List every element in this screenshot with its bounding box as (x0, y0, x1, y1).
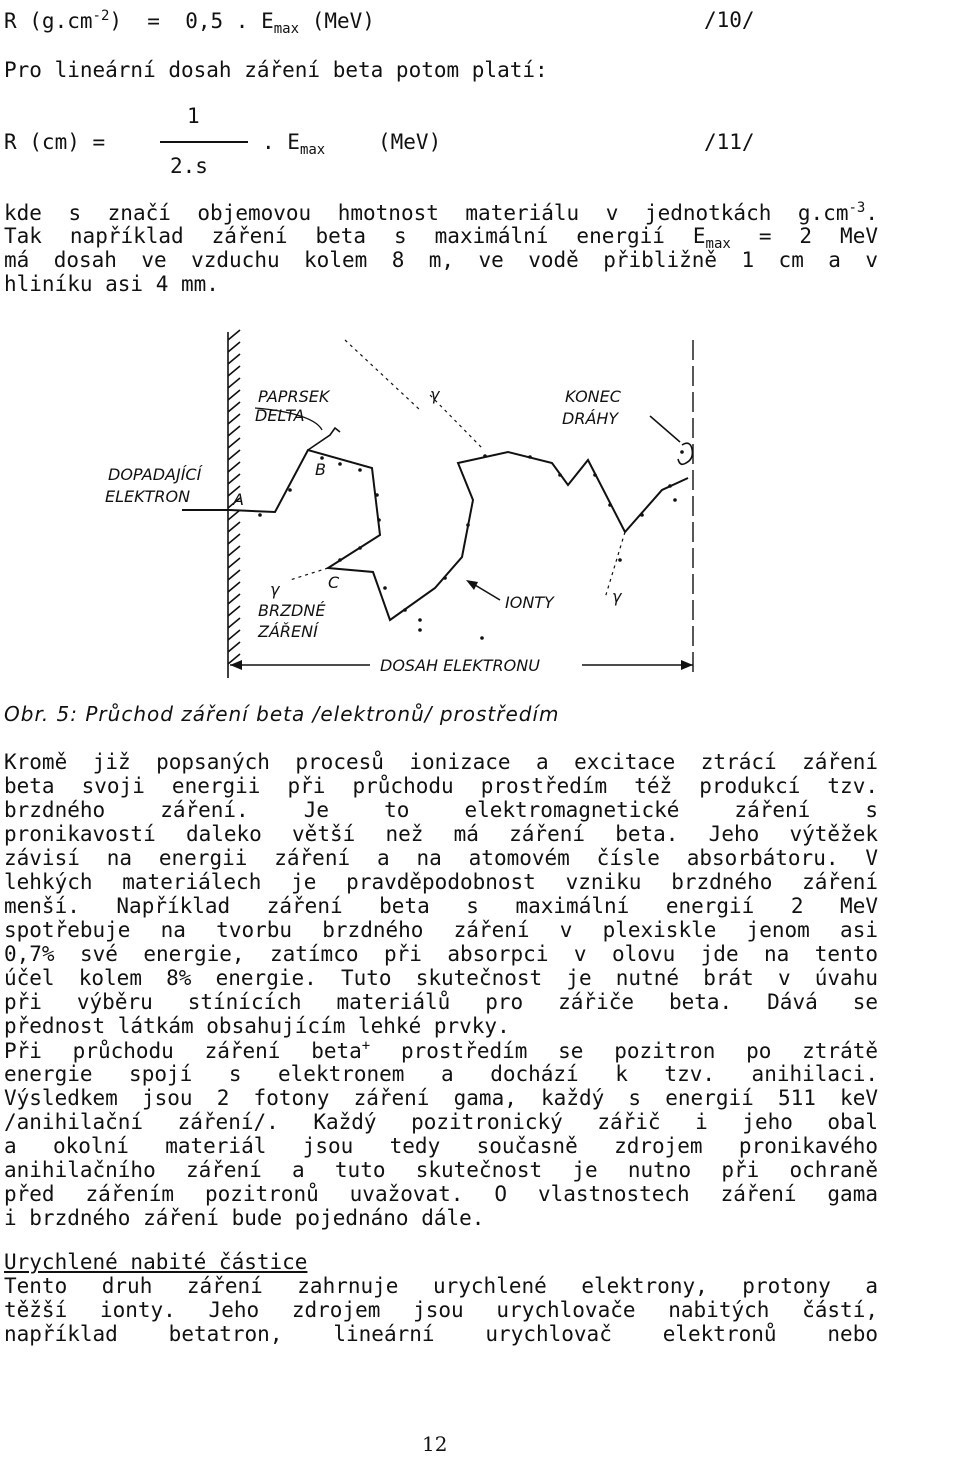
label-dosah: DOSAH ELEKTRONU (380, 656, 540, 675)
eq11-lhs: R (cm) = (4, 130, 106, 154)
label-drahy: DRÁHY (562, 409, 619, 428)
para3-line1 (4, 1038, 878, 1063)
beta-path-figure (90, 320, 730, 700)
para2-line: spotřebuje na tvorbu brzdného záření v plexiskle jenom asi (4, 918, 878, 942)
eq10-rhs: ) = 0,5 . E (109, 9, 274, 33)
para2-line: účel kolem 8% energie. Tuto skutečnost je nutné brát v úvahu (4, 966, 878, 990)
para3-line1-end: prostředím se pozitron po ztrátě (370, 1039, 878, 1063)
para2-line: beta svoji energii při průchodu prostředím též produkcí tzv. (4, 774, 878, 798)
label-gamma-2: γ (270, 580, 280, 599)
konec-arrow (650, 416, 680, 442)
para3-line: a okolní materiál jsou tedy současně zdrojem pronikavého (4, 1134, 878, 1158)
section-line: například betatron, lineární urychlovač elektronů nebo (4, 1322, 878, 1346)
para3-line1-text: Při průchodu záření beta (4, 1039, 362, 1063)
para3-line: /anihilační záření/. Každý pozitronický zářič i jeho obal (4, 1110, 878, 1134)
para3-line: Výsledkem jsou 2 fotony záření gama, každý s energií 511 keV (4, 1086, 878, 1110)
label-c: C (328, 573, 340, 592)
label-a: A (233, 490, 244, 509)
end-marker (678, 443, 692, 464)
gamma-path-2 (290, 568, 328, 580)
para2-line: brzdného záření. Je to elektromagnetické záření s (4, 798, 878, 822)
para3-line: energie spojí s elektronem a dochází k tzv. anihilaci. (4, 1062, 878, 1086)
para1-line1 (4, 200, 878, 225)
page-number: 12 (422, 1432, 448, 1456)
equation-11-number: /11/ (704, 130, 755, 154)
label-paprsek: PAPRSEK (258, 387, 330, 406)
range-arrow-right (681, 660, 693, 670)
para2-line: Kromě již popsaných procesů ionizace a excitace ztrácí záření (4, 750, 878, 774)
label-delta: DELTA (255, 406, 305, 425)
label-brzdne: BRZDNÉ (258, 601, 326, 620)
equation-10 (4, 8, 375, 37)
para2-line: pronikavostí daleko větší než má záření beta. Jeho výtěžek (4, 822, 878, 846)
eq10-unit: (MeV) (299, 9, 375, 33)
eq11-rhs-e: . E (262, 130, 300, 154)
para1-line1-exponent: -3 (848, 200, 866, 216)
para1-line1-text: kde s značí objemovou hmotnost materiálu v jednotkách g.cm (4, 201, 849, 225)
eq10-lhs: R (g.cm (4, 9, 93, 33)
label-dopadajici: DOPADAJÍCÍ (108, 465, 202, 484)
para1-line1-end: . (865, 201, 878, 225)
label-gamma-3: γ (612, 587, 622, 606)
eq11-denominator: 2.s (170, 154, 208, 178)
section-line: Tento druh záření zahrnuje urychlené elektrony, protony a (4, 1274, 878, 1298)
label-elektron: ELEKTRON (105, 487, 191, 506)
para2-line: lehkých materiálech je pravděpodobnost vzniku brzdného záření (4, 870, 878, 894)
para2-line: při výběru stínících materiálů pro zářiče beta. Dává se (4, 990, 878, 1014)
para1-line4: hliníku asi 4 mm. (4, 272, 219, 296)
equation-10-number: /10/ (704, 8, 755, 32)
eq11-rhs (262, 130, 325, 158)
eq11-unit: (MeV) (378, 130, 442, 154)
section-heading: Urychlené nabité částice (4, 1250, 308, 1274)
para3-last-line: i brzdného záření bude pojednáno dále. (4, 1206, 485, 1230)
para3-line: anihilačního záření a tuto skutečnost je nutno při ochraně (4, 1158, 878, 1182)
eq10-subscript: max (273, 21, 300, 38)
intro-line: Pro lineární dosah záření beta potom platí: (4, 58, 548, 82)
gamma-path-1 (345, 340, 420, 410)
eq10-lhs-exponent: -2 (92, 8, 110, 24)
eq11-numerator: 1 (187, 104, 200, 128)
para3-line: před zářením pozitronů uvažovat. O vlastnostech záření gama (4, 1182, 878, 1206)
label-gamma-1: γ (430, 385, 440, 404)
ionty-arrowhead (466, 580, 478, 590)
para2-line: přednost látkám obsahujícím lehké prvky. (4, 1014, 510, 1038)
para3-line1-sup: + (361, 1038, 371, 1054)
label-konec: KONEC (565, 387, 621, 406)
para2-line: 0,7% své energie, zatímco při absorpci v olovu jde na tento (4, 942, 878, 966)
label-b: B (315, 460, 326, 479)
eq11-subscript: max (299, 142, 326, 159)
para1-line2-end: = 2 MeV (730, 224, 878, 248)
para1-line2-text: Tak například záření beta s maximální energií E (4, 224, 706, 248)
delta-ray (308, 428, 340, 450)
label-zareni: ZÁŘENÍ (258, 622, 318, 641)
figure-caption: Obr. 5: Průchod záření beta /elektronů/ prostředím (4, 702, 560, 726)
para1-line3: má dosah ve vzduchu kolem 8 m, ve vodě přibližně 1 cm a v (4, 248, 878, 272)
para2-line: menší. Například záření beta s maximální energií 2 MeV (4, 894, 878, 918)
label-ionty: IONTY (505, 593, 554, 612)
section-line: těžší ionty. Jeho zdrojem jsou urychlovače nabitých částí, (4, 1298, 878, 1322)
para2-line: závisí na energii záření a na atomovém čísle absorbátoru. V (4, 846, 878, 870)
para1-line2-subscript: max (705, 236, 731, 253)
fraction-bar (160, 141, 248, 143)
